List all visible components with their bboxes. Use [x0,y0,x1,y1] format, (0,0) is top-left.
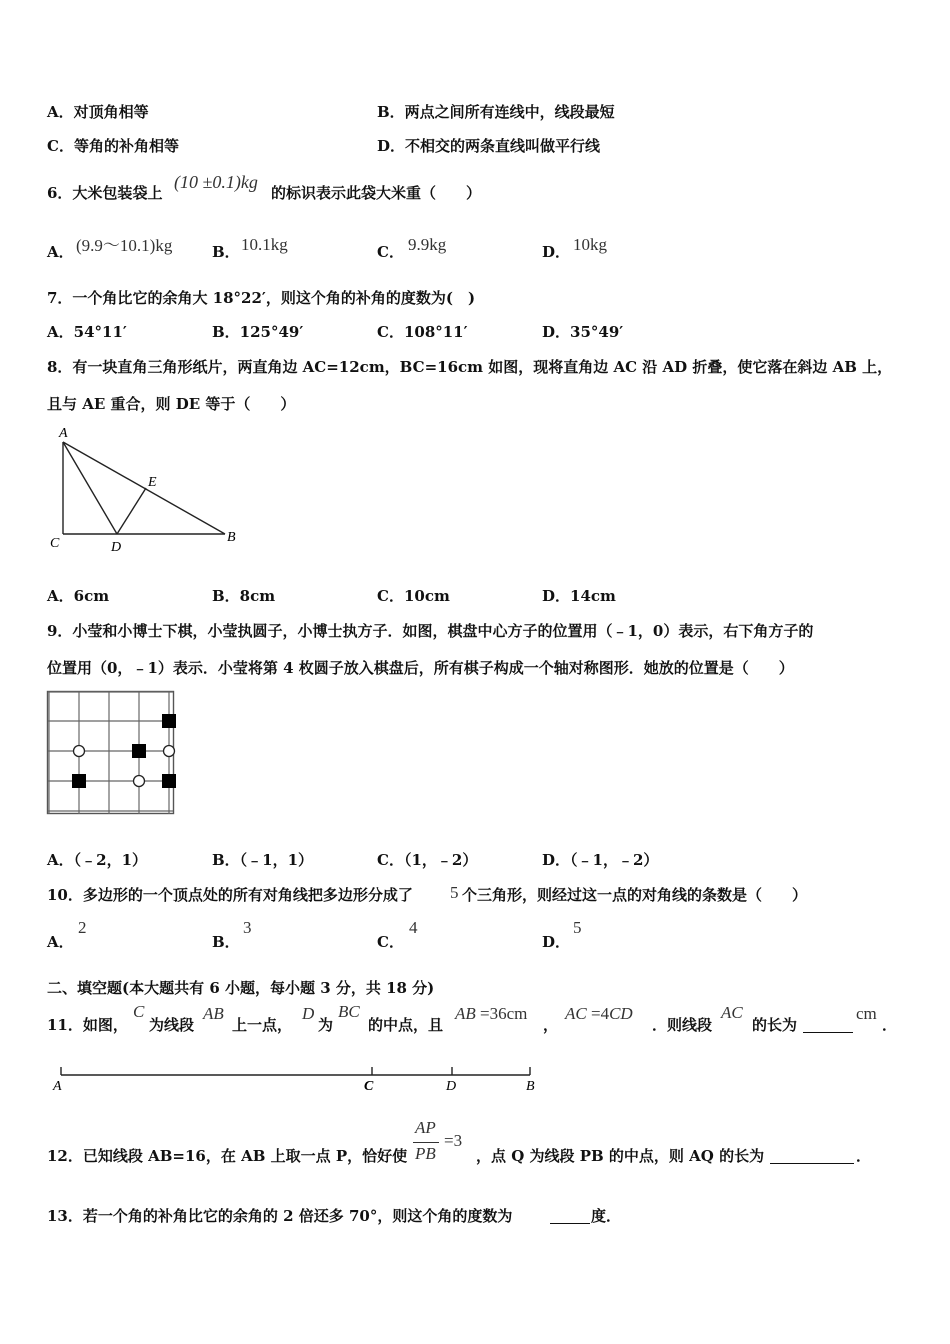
q7-option-a: A．54°11′ [47,323,127,341]
square-piece [162,774,176,788]
q10-value-b: 3 [243,918,252,937]
circle-piece [74,746,85,757]
q10-stem-post: 个三角形，则经过这一点的对角线的条数是（ ） [462,886,808,904]
segment-figure [50,1062,550,1098]
square-piece [72,774,86,788]
label-b: B [227,530,236,545]
q12-answer-blank[interactable] [770,1149,854,1164]
q7-stem: 7．一个角比它的余角大 18°22′，则这个角的补角的度数为( ) [47,289,476,307]
q13-answer-blank[interactable] [550,1209,590,1224]
q10-option-d: D． [542,933,571,951]
q9-option-b: B．（﹣1，1） [212,851,314,869]
q6-stem-post: 的标识表示此袋大米重（ ） [271,184,482,202]
q6-value-d: 10kg [573,235,607,254]
triangle-figure [40,420,250,560]
label-a: A [53,1079,62,1094]
label-c: C [364,1079,374,1094]
q11-text-7: ．则线段 [652,1016,713,1034]
q8-option-a: A．6cm [47,587,110,605]
q12-stem-pre: 12．已知线段 AB=16，在 AB 上取一点 P，恰好使 [47,1147,408,1165]
q11-unit: cm [856,1004,877,1023]
q11-answer-blank[interactable] [803,1018,853,1033]
q10-value-a: 2 [78,918,87,937]
q10-option-c: C． [377,933,404,951]
q7-option-d: D．35°49′ [542,323,624,341]
q8-stem-line1: 8．有一块直角三角形纸片，两直角边 AC=12cm，BC=16cm 如图，现将直角边 AC 沿 AD 折叠，使它落在斜边 AB 上， [47,358,893,376]
q11-text-2: 为线段 [149,1016,195,1034]
q12-fraction-denominator: PB [415,1144,436,1163]
q10-value-c: 4 [409,918,418,937]
q9-option-c: C．（1，﹣2） [377,851,478,869]
q6-option-d: D． [542,243,571,261]
q5-option-b: B．两点之间所有连线中，线段最短 [377,103,615,121]
q10-value-d: 5 [573,918,582,937]
circle-piece [134,776,145,787]
q13-stem-post: 度． [591,1207,622,1225]
q6-option-a: A． [47,243,74,261]
q6-value-c: 9.9kg [408,235,447,254]
q6-expression: (10 ±0.1)kg [174,172,258,192]
q10-option-b: B． [212,933,240,951]
section-heading: 二、填空题(本大题共有 6 小题，每小题 3 分，共 18 分) [47,979,435,997]
square-piece [132,744,146,758]
q8-option-c: C．10cm [377,587,450,605]
label-b: B [526,1079,535,1094]
q7-option-b: B．125°49′ [212,323,304,341]
q10-number: 5 [450,883,459,902]
q6-value-b: 10.1kg [241,235,288,254]
q8-stem-line2: 且与 AE 重合，则 DE 等于（ ） [47,395,296,413]
q12-fraction-equals: =3 [444,1131,463,1150]
q8-option-b: B．8cm [212,587,276,605]
q11-math-d: D [302,1004,315,1023]
q12-fraction-bar [413,1142,439,1143]
label-d: D [446,1079,457,1094]
q11-text-1: 11．如图， [47,1016,128,1034]
q11-math-ab36: AB =36cm [455,1004,528,1023]
q10-option-a: A． [47,933,74,951]
q6-stem-pre: 6．大米包装袋上 [47,184,163,202]
q11-math-c: C [133,1002,145,1021]
q9-option-a: A．（﹣2，1） [47,851,148,869]
q11-text-8: 的长为 [752,1016,798,1034]
q9-stem-line2: 位置用（0，﹣1）表示．小莹将第 4 枚圆子放入棋盘后，所有棋子构成一个轴对称图形．她放的位置是（ ） [47,659,794,677]
q11-math-ac: AC [721,1003,743,1022]
q12-stem-post: ，点 Q 为线段 PB 的中点，则 AQ 的长为 [476,1147,765,1165]
q6-option-b: B． [212,243,240,261]
q5-option-d: D．不相交的两条直线叫做平行线 [377,137,601,155]
q9-stem-line1: 9．小莹和小博士下棋，小莹执圆子，小博士执方子．如图，棋盘中心方子的位置用（﹣1，0）表示，右下角方子的 [47,622,814,640]
q6-option-c: C． [377,243,404,261]
q11-text-6: ， [543,1016,559,1034]
q10-stem-pre: 10．多边形的一个顶点处的所有对角线把多边形分成了 [47,886,413,904]
q12-stem-end: ． [856,1147,872,1165]
q11-math-ac4cd: AC =4CD [565,1004,633,1023]
q6-value-a: (9.9～10.1)kg [76,236,173,255]
label-a: A [59,426,68,441]
q11-text-4: 为 [318,1016,334,1034]
q9-option-d: D．（﹣1，﹣2） [542,851,659,869]
q7-option-c: C．108°11′ [377,323,468,341]
q11-math-bc: BC [338,1002,360,1021]
q12-fraction-numerator: AP [415,1118,436,1137]
q11-text-9: ． [882,1016,898,1034]
q8-option-d: D．14cm [542,587,616,605]
q5-option-a: A．对顶角相等 [47,103,149,121]
label-e: E [148,475,157,490]
label-c: C [50,536,60,551]
q11-text-3: 上一点， [232,1016,293,1034]
q11-math-ab: AB [203,1004,224,1023]
circle-piece [164,746,175,757]
label-d: D [111,540,122,555]
q5-option-c: C．等角的补角相等 [47,137,179,155]
q11-text-5: 的中点，且 [368,1016,444,1034]
q13-stem-pre: 13．若一个角的补角比它的余角的 2 倍还多 70°，则这个角的度数为 [47,1207,513,1225]
go-board-figure [46,690,176,816]
square-piece [162,714,176,728]
